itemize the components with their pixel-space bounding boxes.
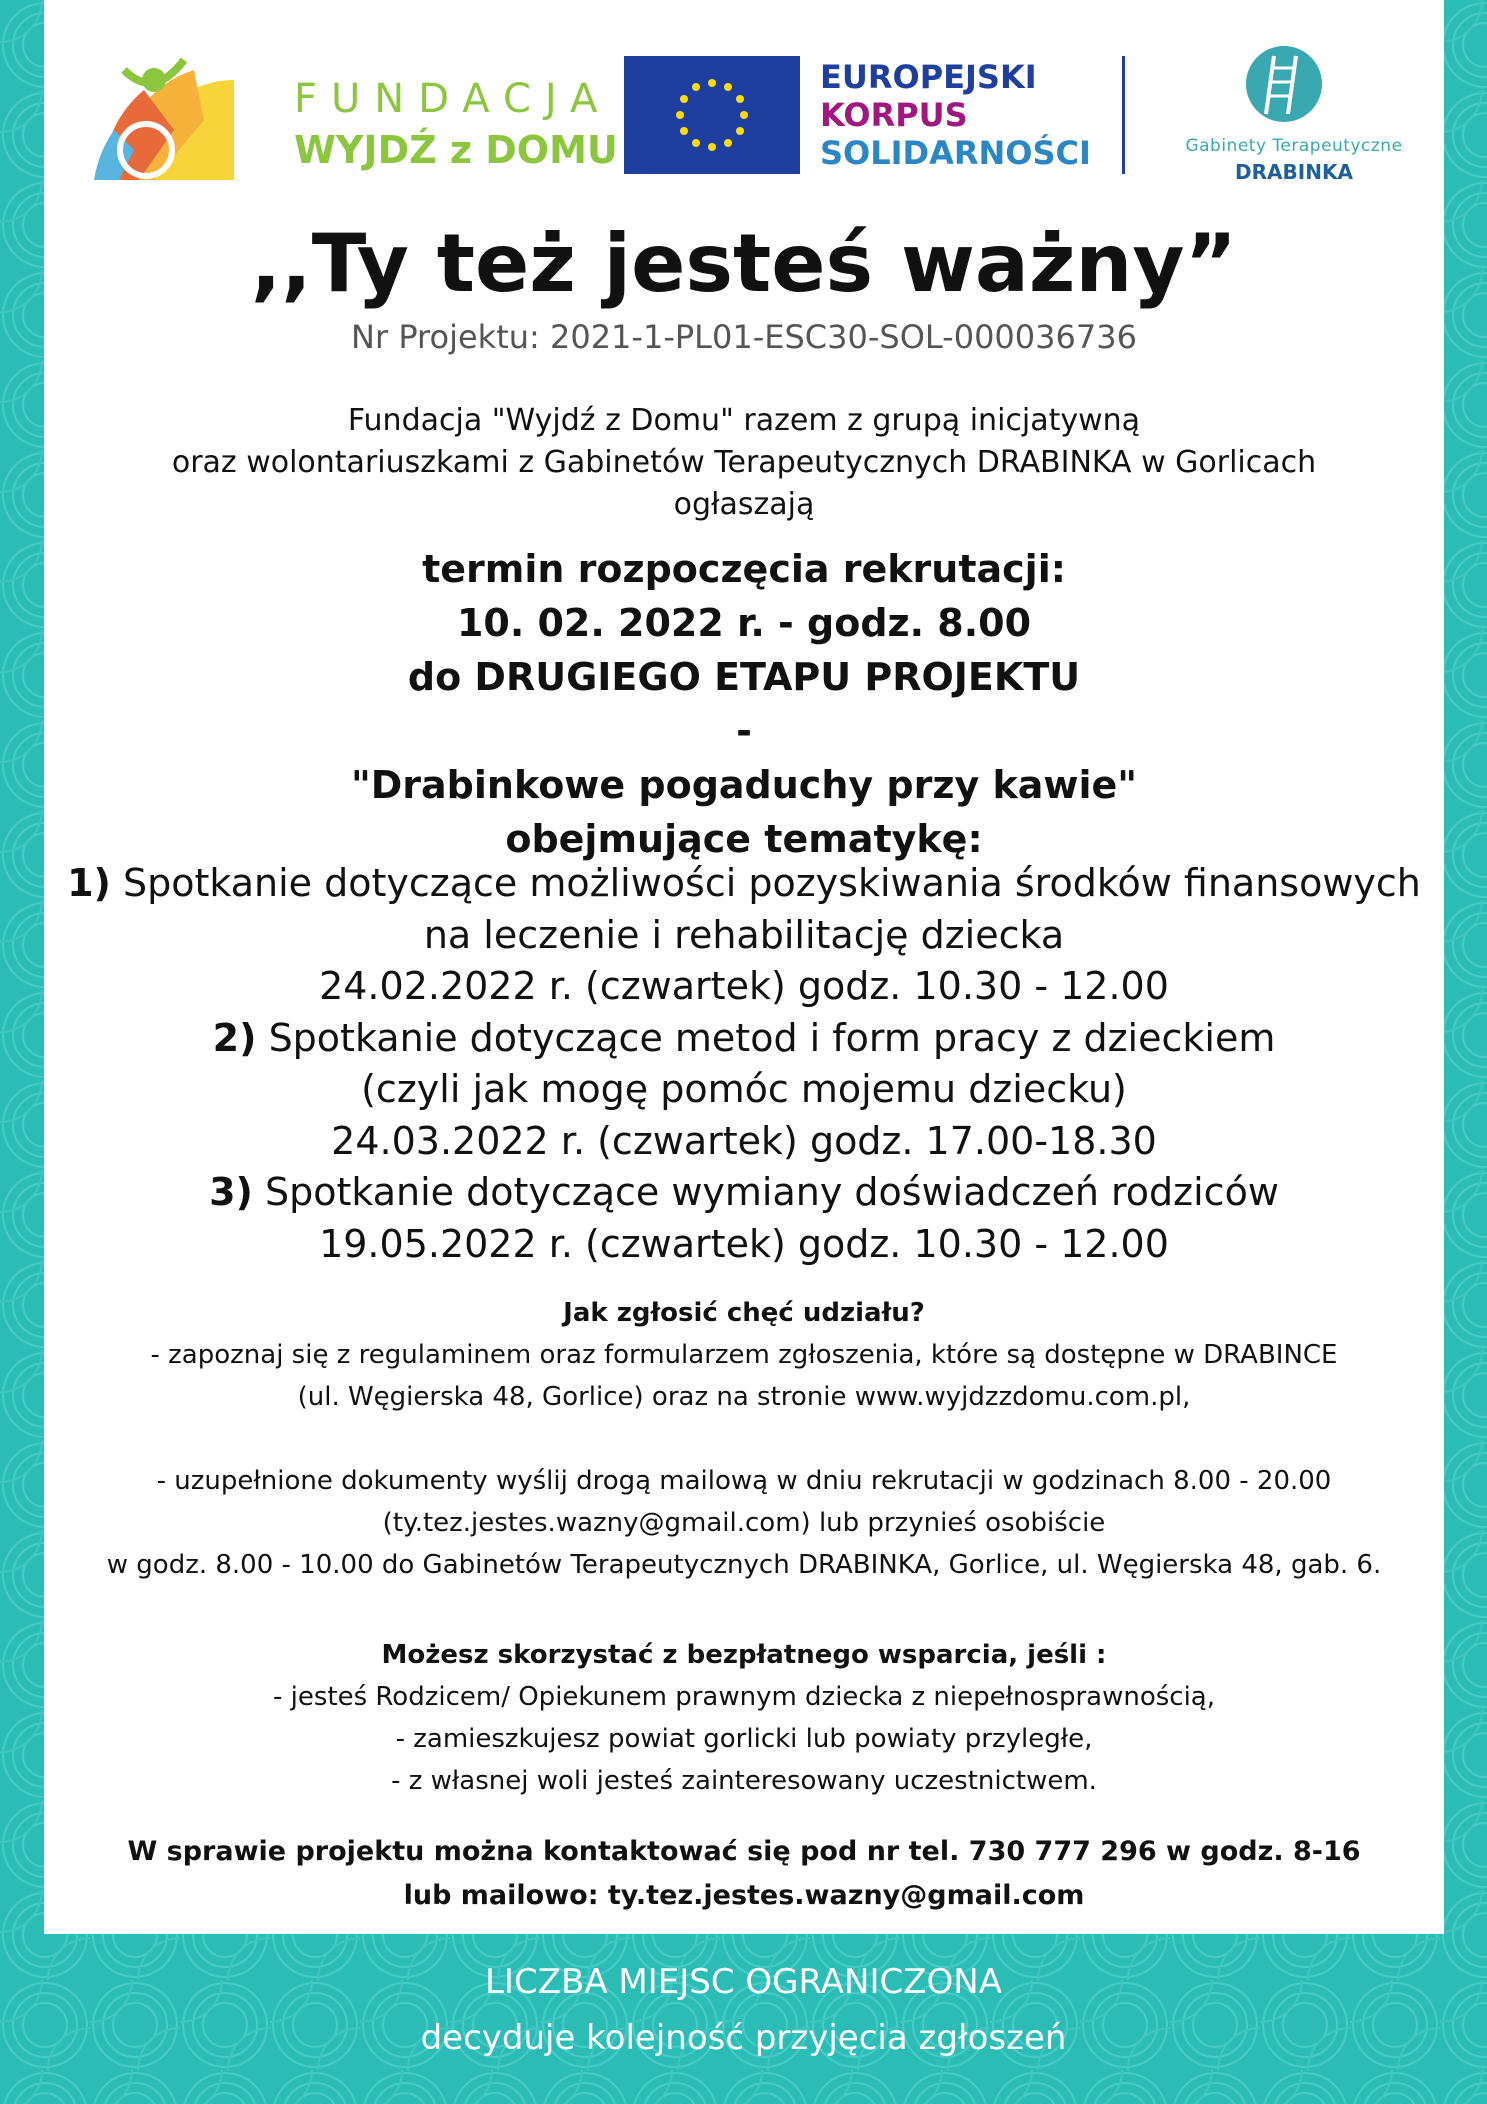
meeting-item xyxy=(44,1167,1444,1270)
how-to-apply-line: w godz. 8.00 - 10.00 do Gabinetów Terapeutycznych DRABINKA, Gorlice, ul. Węgierska 48, gab. 6. xyxy=(106,1550,1382,1580)
how-to-apply-line: (ul. Węgierska 48, Gorlice) oraz na stronie www.wyjdzzdomu.com.pl, xyxy=(297,1382,1191,1412)
meeting-number: 2) xyxy=(212,1015,257,1060)
contact-line: lub mailowo: ty.tez.jestes.wazny@gmail.com xyxy=(403,1880,1085,1911)
esc-line1: EUROPEJSKI xyxy=(820,58,1037,96)
meetings-list xyxy=(44,858,1444,1270)
drabinka-name-line2: DRABINKA xyxy=(1235,160,1353,184)
esc-line2: KORPUS xyxy=(820,96,968,134)
ladder-icon xyxy=(1244,44,1324,124)
intro-line: oraz wolontariuszkami z Gabinetów Terapeutycznych DRABINKA w Gorlicach xyxy=(171,445,1317,480)
support-section xyxy=(44,1634,1444,1802)
how-to-apply-line: - uzupełnione dokumenty wyślij drogą mailową w dniu rekrutacji w godzinach 8.00 - 20.00 xyxy=(156,1466,1332,1496)
meeting-topic: (czyli jak mogę pomóc mojemu dziecku) xyxy=(361,1067,1127,1111)
intro-line: Fundacja "Wyjdź z Domu" razem z grupą inicjatywną xyxy=(347,403,1141,438)
poster-card xyxy=(44,0,1444,1934)
contact-info xyxy=(44,1830,1444,1918)
foundation-logo xyxy=(84,40,644,190)
logo-bar xyxy=(44,30,1444,190)
foundation-name-line1: FUNDACJA xyxy=(294,76,612,122)
esc-line3: SOLIDARNOŚCI xyxy=(820,134,1091,172)
footer-line: LICZBA MIEJSC OGRANICZONA xyxy=(485,1962,1002,2002)
meeting-date: 19.05.2022 r. (czwartek) godz. 10.30 - 12.00 xyxy=(319,1221,1169,1266)
recruitment-line: 10. 02. 2022 r. - godz. 8.00 xyxy=(456,601,1032,645)
how-to-apply-section xyxy=(44,1292,1444,1586)
recruitment-line: obejmujące tematykę: xyxy=(505,817,983,861)
eu-flag-icon xyxy=(624,56,800,174)
meeting-item xyxy=(44,858,1444,1013)
recruitment-info xyxy=(44,542,1444,866)
footer-banner xyxy=(0,1954,1487,2066)
recruitment-line: termin rozpoczęcia rekrutacji: xyxy=(422,547,1066,591)
meeting-topic: Spotkanie dotyczące metod i form pracy z dzieckiem xyxy=(268,1015,1276,1060)
recruitment-line: - xyxy=(736,709,752,753)
poster-title: ,,Ty też jesteś ważny” xyxy=(250,217,1238,310)
support-line: - zamieszkujesz powiat gorlicki lub powiaty przyległe, xyxy=(395,1724,1093,1754)
meeting-number: 1) xyxy=(67,861,111,905)
how-to-apply-line: - zapoznaj się z regulaminem oraz formularzem zgłoszenia, które są dostępne w DRABINCE xyxy=(150,1340,1338,1370)
meeting-item xyxy=(44,1013,1444,1168)
how-to-apply-line: (ty.tez.jestes.wazny@gmail.com) lub przynieś osobiście xyxy=(382,1508,1106,1538)
drabinka-name-line1: Gabinety Terapeutyczne xyxy=(1185,136,1403,156)
recruitment-line: "Drabinkowe pogaduchy przy kawie" xyxy=(350,763,1138,807)
support-line: - z własnej woli jesteś zainteresowany uczestnictwem. xyxy=(391,1766,1097,1796)
recruitment-line: do DRUGIEGO ETAPU PROJEKTU xyxy=(407,655,1081,699)
meeting-number: 3) xyxy=(209,1170,253,1214)
how-to-apply-heading: Jak zgłosić chęć udziału? xyxy=(563,1298,925,1328)
intro-line: ogłaszają xyxy=(673,487,815,522)
support-line: - jesteś Rodzicem/ Opiekunem prawnym dziecka z niepełnosprawnością, xyxy=(272,1682,1215,1712)
intro-text xyxy=(44,400,1444,526)
meeting-date: 24.02.2022 r. (czwartek) godz. 10.30 - 12.00 xyxy=(319,964,1169,1008)
drabinka-logo xyxy=(1164,44,1424,194)
support-heading: Możesz skorzystać z bezpłatnego wsparcia, jeśli : xyxy=(381,1640,1107,1670)
footer-line: decyduje kolejność przyjęcia zgłoszeń xyxy=(420,2018,1067,2058)
contact-line: W sprawie projektu można kontaktować się pod nr tel. 730 777 296 w godz. 8-16 xyxy=(127,1836,1361,1867)
esc-logo-text xyxy=(820,58,1091,172)
meeting-topic: na leczenie i rehabilitację dziecka xyxy=(423,912,1065,957)
project-number: Nr Projektu: 2021-1-PL01-ESC30-SOL-000036736 xyxy=(351,318,1137,356)
foundation-mark-icon xyxy=(84,40,244,190)
logo-divider xyxy=(1122,56,1125,174)
foundation-name-line2: WYJDŹ z DOMU xyxy=(294,128,618,172)
meeting-date: 24.03.2022 r. (czwartek) godz. 17.00-18.30 xyxy=(331,1118,1157,1163)
meeting-topic: Spotkanie dotyczące możliwości pozyskiwania środków finansowych xyxy=(123,861,1421,905)
how-to-apply-spacer xyxy=(44,1418,1444,1460)
meeting-topic: Spotkanie dotyczące wymiany doświadczeń rodziców xyxy=(265,1170,1279,1214)
